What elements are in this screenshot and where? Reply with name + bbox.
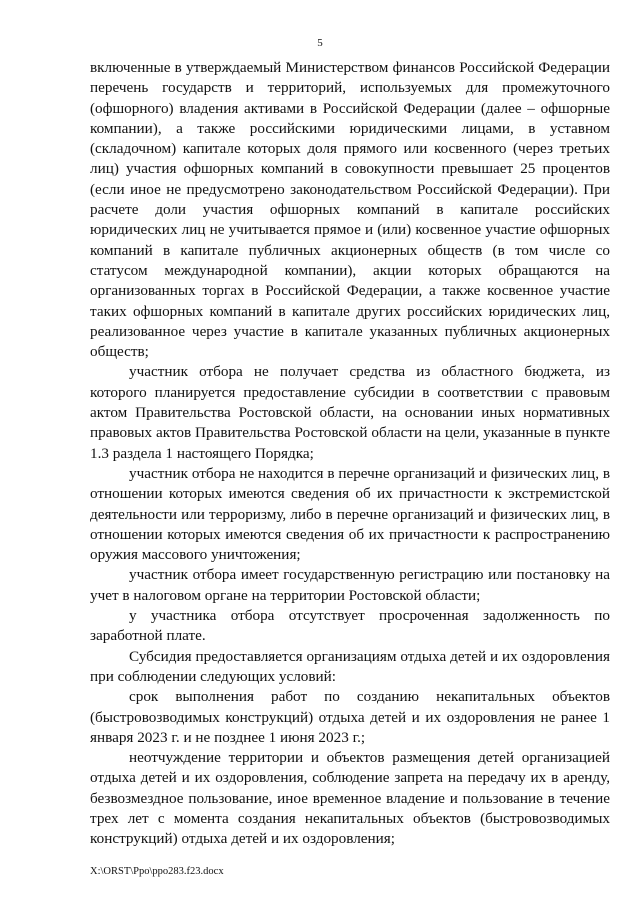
paragraph: участник отбора имеет государственную регистрацию или постановку на учет в налоговом органе на территории Ростовской области; <box>90 566 610 604</box>
paragraph: участник отбора не находится в перечне организаций и физических лиц, в отношении которых имеются сведения об их причастности к экстремистской деятельности или терроризму, либо в перечне организаций и физических лиц, в отношении которых имеются сведения об их причастности к распространению оружия массового уничтожения; <box>90 464 610 564</box>
paragraph: Субсидия предоставляется организациям отдыха детей и их оздоровления при соблюдении следующих условий: <box>90 647 610 685</box>
footer-file-path: X:\ORST\Ppo\ppo283.f23.docx <box>90 866 224 877</box>
page-number: 5 <box>317 37 323 49</box>
paragraph: неотчуждение территории и объектов размещения детей организацией отдыха детей и их оздоровления, соблюдение запрета на передачу их в аренду, безвозмездное пользование, иное временное владение и пользование в течение трех лет с момента создания некапитальных объектов (быстровозводимых конструкций) отдыха детей и их оздоровления; <box>90 749 610 848</box>
document-body <box>90 58 610 850</box>
paragraph: включенные в утверждаемый Министерством финансов Российской Федерации перечень государств и территорий, используемых для промежуточного (офшорного) владения активами в Российской Федерации (далее – офшорные компании), а также российскими юридическими лицами, в уставном (складочном) капитале которых доля прямого или косвенного (через третьих лиц) участия офшорных компаний в совокупности превышает 25 процентов (если иное не предусмотрено законодательством Российской Федерации). При расчете доли участия офшорных компаний в капитале российских юридических лиц не учитывается прямое и (или) косвенное участие офшорных компаний в капитале публичных акционерных обществ (в том числе со статусом международной компании), акции которых обращаются на организованных торгах в Российской Федерации, а также косвенное участие таких офшорных компаний в капитале других российских юридических лиц, реализованное через участие в капитале указанных публичных акционерных обществ; <box>90 59 610 361</box>
paragraph: участник отбора не получает средства из областного бюджета, из которого планируется предоставление субсидии в соответствии с правовым актом Правительства Ростовской области, на основании иных нормативных правовых актов Правительства Ростовской области на цели, указанные в пункте 1.3 раздела 1 настоящего Порядка; <box>90 363 610 462</box>
paragraph: у участника отбора отсутствует просроченная задолженность по заработной плате. <box>90 607 610 645</box>
paragraph: срок выполнения работ по созданию некапитальных объектов (быстровозводимых конструкций) отдыха детей и их оздоровления не ранее 1 января 2023 г. и не позднее 1 июня 2023 г.; <box>90 688 610 746</box>
